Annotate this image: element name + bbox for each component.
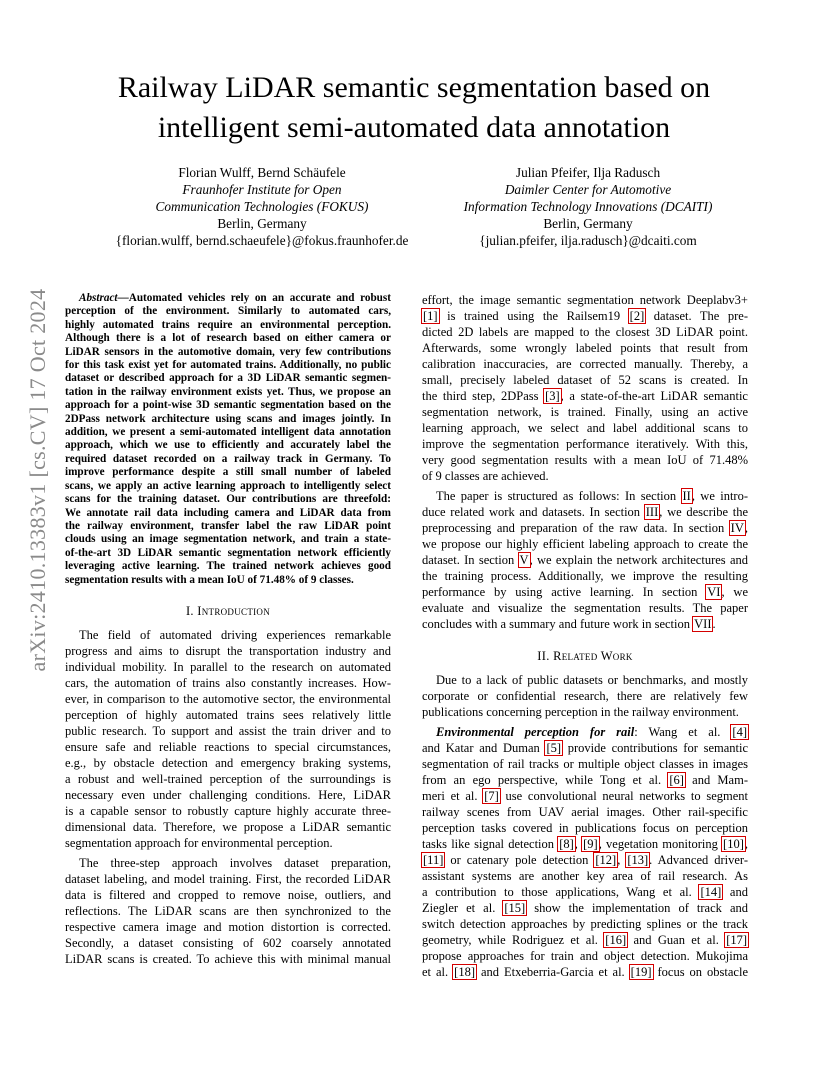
section-link[interactable]: III [645,505,659,519]
author-email: {florian.wulff, bernd.schaeufele}@fokus.fraunhofer.de [115,233,409,248]
text-line: Afterwards, some wrongly labeled points that result from [422,341,748,355]
text-line: dimensional data. Therefore, we propose a LiDAR semantic [65,819,391,834]
abstract-line: dataset or described approach for a 3D LiDAR semantic segmen- [65,372,391,385]
text-line: The field of automated driving experiences remarkable [79,627,391,642]
paper-title [60,68,768,148]
abstract-line: scans for the training dataset. Our contributions are threefold: [65,493,391,506]
abstract-line: scans, we apply an active learning approach to intelligently select [65,479,391,492]
abstract-line: Although there is a lot of research based on either camera or [65,332,391,345]
text-line: duce related work and datasets. In section III, we describe the [422,505,748,519]
right-column [422,292,748,980]
citation-link[interactable]: [19] [630,965,652,979]
text-line: improve the segmentation performance iteratively. With this, [422,437,748,451]
text-line: public research. To support and assist the train driver and to [65,723,391,738]
author-names: Florian Wulff, Bernd Schäufele [178,165,346,180]
text-line: ever, in comparison to the automotive sector, the environmental [65,691,391,706]
text-line: the third step, 2DPass [3], a state-of-the-art LiDAR semantic [422,389,748,403]
citation-link[interactable]: [13] [627,853,649,867]
citation-link[interactable]: [4] [732,725,747,739]
citation-link[interactable]: [18] [454,965,475,979]
abstract-line: improve performance despite a still small number of labeled [65,466,391,479]
text-line: effort, the image semantic segmentation network Deeplabv3+ [422,293,748,307]
abstract-line: perception of the environment. Similarly to automated cars, [65,305,391,318]
abstract-line: LiDAR sensors in the automotive domain, very few contributions [65,345,391,358]
text-line: from an ego perspective, while Tong et al. [6] and Mam- [422,773,748,787]
citation-link[interactable]: [14] [700,885,722,899]
abstract-line: We annotate rail data including camera and LiDAR data from [65,506,391,519]
related-paragraph-1 [422,672,748,720]
text-line: and Katar and Duman [5] provide contributions for semantic [422,741,749,755]
text-line: performance by using active learning. In section VI, we [422,585,748,599]
text-line: data is filtered and cropped to remove noise, outliers, and [65,887,391,902]
abstract-line: segmentation results with a mean IoU of 71.48% of 9 classes. [65,573,354,586]
abstract-line: of-the-art 3D LiDAR semantic segmentation network efficiently [65,546,391,559]
text-line: small, precisely labeled dataset of 52 scans is created. In [422,373,748,387]
intro-paragraph-2 [65,855,391,967]
text-line: meri et al. [7] use convolutional neural networks to segment [422,789,748,803]
text-line: necessary even under challenging conditions. Here, LiDAR [65,787,391,802]
citation-link[interactable]: [9] [583,837,598,851]
text-line: Due to a lack of public datasets or benchmarks, and mostly [436,673,748,687]
text-line: Secondly, a dataset consisting of 602 coarsely annotated [65,935,391,950]
citation-link[interactable]: [8] [559,837,574,851]
author-location: Berlin, Germany [543,216,633,231]
citation-link[interactable]: [3] [545,389,560,403]
paragraph-lead: Environmental perception for rail [436,725,635,739]
text-line: perception of highly automated trains sees relatively little [65,707,391,722]
text-line: segmentation network, is trained. Finally, using an active [422,405,748,419]
text-line: learning approach, we select and label additional scans to [422,421,748,435]
text-line: [1] is trained using the Railsem19 [2] dataset. The pre- [423,309,748,323]
author-block-right [423,164,753,249]
intro-paragraph-2-cont [422,292,748,484]
text-line: geometry, while Rodriguez et al. [16] and Guan et al. [17] [422,933,748,947]
section-link[interactable]: VII [694,617,712,631]
text-line: a robust and well-trained perception of the surroundings is [65,771,391,786]
text-line: dataset. In section V, we explain the network architectures and [422,553,748,567]
arxiv-identifier [23,290,53,670]
citation-link[interactable]: [6] [669,773,684,787]
citation-link[interactable]: [11] [423,853,444,867]
title-line: Railway LiDAR semantic segmentation based on [117,71,711,104]
abstract-line: required dataset recorded on a railway track in Germany. To [65,452,391,465]
text-line: e.g., by obstacle detection and emergency braking systems, [65,755,391,770]
text-line: The three-step approach involves dataset preparation, [79,855,391,870]
text-line: progress and aims to disrupt the transportation industry and [65,643,391,658]
text-line: concludes with a summary and future work in section VII. [422,617,716,631]
text-line: a contribution to those applications, Wang et al. [14] and [422,885,748,899]
citation-link[interactable]: [15] [504,901,526,915]
citation-link[interactable]: [5] [546,741,562,755]
text-line: segmentation of rail tracks or multiple object classes in images [422,757,748,771]
text-line: LiDAR scans is created. To achieve this with minimal manual [65,951,391,966]
abstract [65,292,391,587]
section-link[interactable]: VI [707,585,721,599]
related-paragraph-2 [422,724,748,980]
text-line: individual mobility. In parallel to the research on automated [65,659,391,674]
text-line: evaluate and visualize the segmentation results. The paper [422,601,748,615]
abstract-line: the railway environment, transfer label the raw LiDAR point [65,519,391,532]
abstract-line: leveraging active learning. The trained network achieves good [65,560,391,573]
title-line: intelligent semi-automated data annotation [157,111,671,144]
text-line: The paper is structured as follows: In section II, we intro- [436,489,748,503]
author-affiliation: Fraunhofer Institute for Open [182,182,342,197]
abstract-line: approach for a point-wise 3D semantic segmentation based on the [65,399,391,412]
text-line: propose approaches for train and object detection. Mukojima [422,949,748,963]
citation-link[interactable]: [12] [595,853,617,867]
text-line: calibration inaccuracies, are corrected manually. Thereby, a [422,357,748,371]
text-line: railway scenes from UAV aerial images. Other rail-specific [422,805,748,819]
text-line: reflections. The LiDAR scans are then synchronized to the [65,903,391,918]
citation-link[interactable]: [16] [605,933,627,947]
text-line: Ziegler et al. [15] show the implementation of track and [422,901,748,915]
text-line: the training process. Additionally, we improve the resulting [422,569,748,583]
author-location: Berlin, Germany [217,216,307,231]
abstract-line: approach, which we use to efficiently and accurately label the [65,439,391,452]
section-link[interactable]: V [519,553,529,567]
citation-link[interactable]: [10] [723,837,744,851]
author-affiliation: Information Technology Innovations (DCAITI) [463,199,713,214]
text-line: tasks like signal detection [8], [9], vegetation monitoring [10], [422,837,748,851]
author-email: {julian.pfeifer, ilja.radusch}@dcaiti.com [479,233,697,248]
text-line: dataset labeling, and model training. First, the recorded LiDAR [65,871,391,886]
text-line: switch detection approaches by predicting splines or the track [422,917,748,931]
author-block-left [97,164,427,249]
text-line: [11] or catenary pole detection [12], [13]. Advanced driver- [423,853,749,867]
citation-link[interactable]: [7] [484,789,499,803]
text-line: ensure safe and reliable reactions to special circumstances, [65,739,391,754]
text-line: segmentation approach for environmental perception. [65,835,333,850]
text-line: corporate or confidential research, there are relatively few [422,689,748,703]
text-line: of 9 classes are achieved. [422,469,549,483]
abstract-line: 2DPass network architecture using scans and images jointly. In [65,412,391,425]
author-names: Julian Pfeifer, Ilja Radusch [515,165,661,180]
citation-link[interactable]: [2] [629,309,645,323]
arxiv-id-text: arXiv:2410.13383v1 [cs.CV] 17 Oct 2024 [25,288,50,672]
text-line: preprocessing and preparation of the raw data. In section IV, [422,521,748,535]
text-line: et al. [18] and Etxeberria-Garcia et al. [19] focus on obstacle [422,965,748,979]
structure-paragraph [422,488,748,632]
abstract-heading: Abstract [79,292,118,304]
section-link[interactable]: II [682,489,691,503]
section-heading: I. Introduction [185,603,271,618]
text-line: very good segmentation results with a mean IoU of 71.48% [422,453,748,467]
text-line: publications concerning perception in the railway environment. [422,705,739,719]
text-line: cars, the automation of trains also constantly increases. How- [65,675,391,690]
left-column [65,292,391,967]
text-line: we propose our highly efficient labeling approach to create the [422,537,748,551]
abstract-line: clouds using an image segmentation network, and train a state- [65,533,391,546]
citation-link[interactable]: [1] [423,309,438,323]
citation-link[interactable]: [17] [726,933,748,947]
abstract-line: Abstract—Automated vehicles rely on an accurate and robust [79,292,391,304]
intro-paragraph-1 [65,627,391,851]
abstract-line: for this task exist yet for automated trains. Additionally, no public [65,359,391,372]
author-affiliation: Daimler Center for Automotive [504,182,672,197]
section-link[interactable]: IV [730,521,744,535]
text-line: is a capable sensor to robustly capture highly accurate three- [65,803,391,818]
text-line: perception tasks covered in publications focus on perception [422,821,748,835]
abstract-line: tation in the railway environment exists yet. Thus, we propose an [65,385,391,398]
section-heading: II. Related Work [537,649,633,663]
text-line: Environmental perception for rail: Wang et al. [4] [436,725,747,739]
text-line: assistant systems are another key area of rail research. As [422,869,748,883]
author-affiliation: Communication Technologies (FOKUS) [155,199,369,214]
text-line: respective camera image and motion distortion is corrected. [65,919,391,934]
text-line: dicted 2D labels are mapped to the closest 3D LiDAR point. [422,325,748,339]
abstract-line: addition, we present a semi-automated intelligent data annotation [65,426,391,439]
abstract-line: highly automated trains require an environmental perception. [65,318,391,331]
